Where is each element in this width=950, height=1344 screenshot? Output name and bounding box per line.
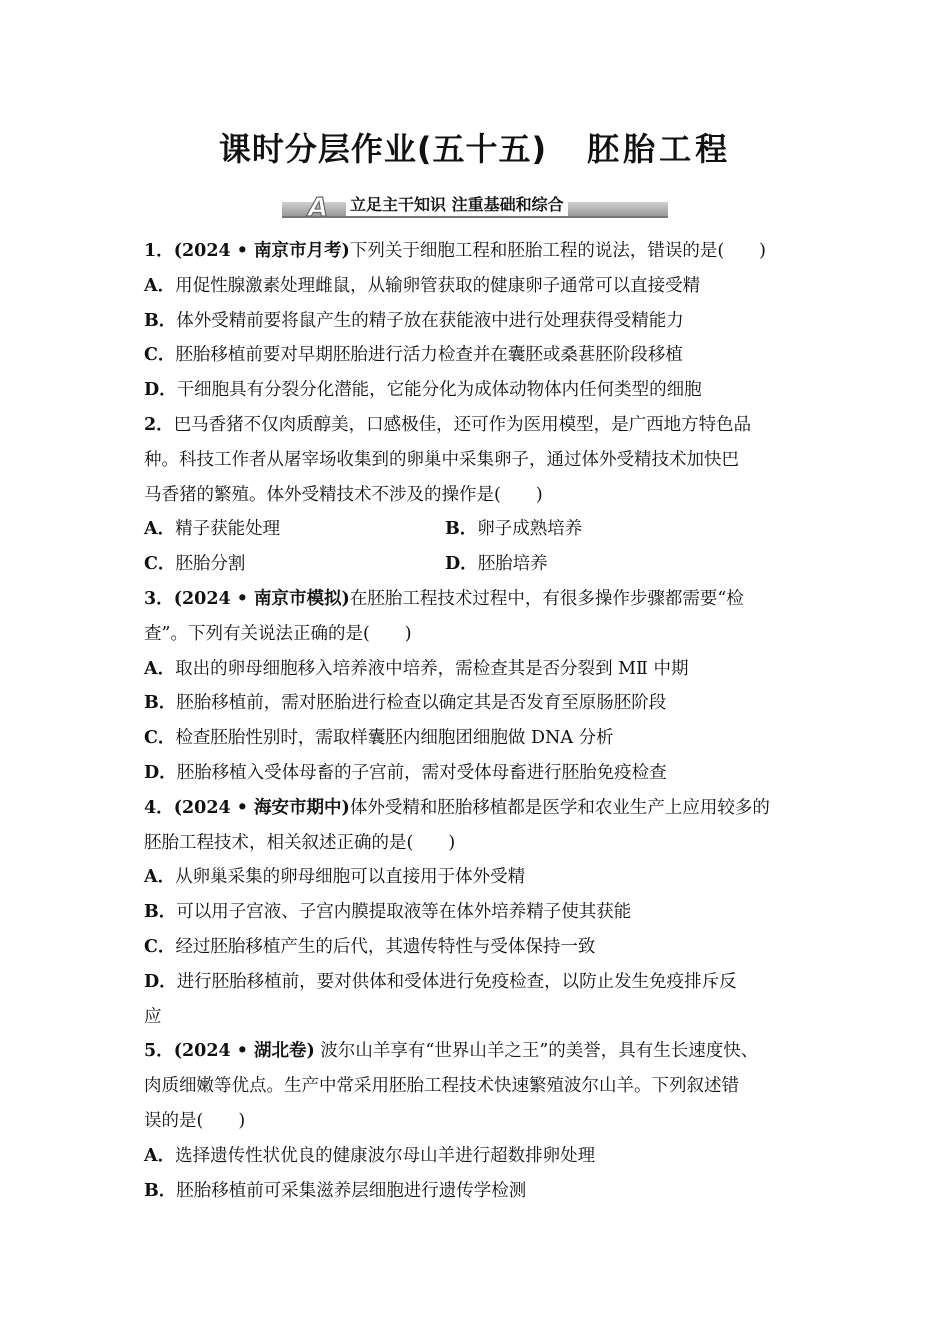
question-1-stem [144, 234, 806, 269]
question-4-option-b [144, 895, 806, 930]
question-2-option-c [144, 547, 445, 582]
question-text: 波尔山羊享有“世界山羊之王”的美誉，具有生长速度快、 [314, 1041, 759, 1062]
banner-label: 立足主干知识 注重基础和综合 [346, 194, 568, 216]
question-text: 体外受精和胚胎移植都是医学和农业生产上应用较多的 [349, 797, 770, 818]
option-text: 体外受精前要将鼠产生的精子放在获能液中进行处理获得受精能力 [176, 310, 684, 331]
question-1-option-c [144, 338, 806, 373]
question-number: 4． [144, 797, 174, 818]
option-letter: D． [445, 554, 478, 575]
option-letter: B． [445, 519, 478, 540]
question-4-option-d-continued: 应 [144, 1006, 162, 1027]
option-text: 选择遗传性状优良的健康波尔母山羊进行超数排卵处理 [175, 1145, 596, 1166]
question-3-option-a [144, 652, 806, 687]
option-letter: A． [144, 275, 176, 296]
question-1-option-b [144, 304, 806, 339]
question-number: 3． [144, 588, 174, 609]
question-5-option-a [144, 1139, 806, 1174]
option-text: 胚胎分割 [175, 554, 246, 575]
option-text: 卵子成熟培养 [477, 519, 583, 540]
option-text: 胚胎移植前要对早期胚胎进行活力检查并在囊胚或桑葚胚阶段移植 [175, 345, 683, 366]
section-banner [282, 192, 668, 222]
question-2-option-d [445, 547, 746, 582]
question-3-option-d [144, 756, 806, 791]
question-2-stem-line-3: 马香猪的繁殖。体外受精技术不涉及的操作是( ) [144, 484, 543, 505]
option-letter: C． [144, 345, 176, 366]
question-text: 巴马香猪不仅肉质醇美，口感极佳，还可作为医用模型，是广西地方特色品 [173, 414, 752, 435]
option-letter: D． [144, 380, 177, 401]
option-text: 用促性腺激素处理雌鼠，从输卵管获取的健康卵子通常可以直接受精 [175, 275, 701, 296]
option-text: 胚胎移植前，需对胚胎进行检查以确定其是否发育至原肠胚阶段 [176, 693, 667, 714]
question-4-option-a [144, 860, 806, 895]
question-2-options-row-1 [144, 512, 806, 547]
question-number: 1． [144, 241, 174, 261]
question-source: (2024 • 南京市模拟) [173, 588, 350, 609]
question-2-option-b [445, 512, 746, 547]
question-2-stem-line-2: 种。科技工作者从屠宰场收集到的卵巢中采集卵子，通过体外受精技术加快巴 [144, 449, 739, 470]
option-text: 胚胎移植前可采集滋养层细胞进行遗传学检测 [176, 1180, 527, 1201]
title-main: 课时分层作业(五十五) [218, 130, 548, 168]
option-letter: A． [144, 867, 176, 888]
option-text: 可以用子宫液、子宫内膜提取液等在体外培养精子使其获能 [176, 902, 632, 923]
question-3-stem-line-2: 查”。下列有关说法正确的是( ) [144, 623, 412, 644]
question-2-option-a [144, 512, 445, 547]
option-text: 经过胚胎移植产生的后代，其遗传特性与受体保持一致 [175, 936, 596, 957]
question-5-stem-line-3: 误的是( ) [144, 1110, 246, 1131]
question-4-option-c [144, 930, 806, 965]
option-letter: A． [144, 658, 176, 679]
question-3-stem-line-1 [144, 582, 806, 617]
badge-letter: A [308, 193, 329, 220]
question-number: 5． [144, 1041, 174, 1062]
option-text: 胚胎培养 [477, 554, 548, 575]
option-letter: B． [144, 310, 177, 331]
question-text: 在胚胎工程技术过程中，有很多操作步骤都需要“检 [349, 588, 744, 609]
option-letter: C． [144, 728, 176, 749]
option-letter: D． [144, 971, 177, 992]
option-text: 进行胚胎移植前，要对供体和受体进行免疫检查，以防止发生免疫排斥反 [176, 971, 737, 992]
question-2-options-row-2 [144, 547, 806, 582]
option-letter: B． [144, 693, 177, 714]
question-3-option-b [144, 686, 806, 721]
question-source: (2024 • 南京市月考) [173, 241, 350, 261]
question-3-option-c [144, 721, 806, 756]
question-number: 2． [144, 414, 174, 435]
page-title [0, 124, 950, 170]
option-text: 从卵巢采集的卵母细胞可以直接用于体外受精 [175, 867, 526, 888]
question-4-stem-line-1 [144, 791, 806, 826]
option-text: 胚胎移植入受体母畜的子宫前，需对受体母畜进行胚胎免疫检查 [176, 762, 667, 783]
option-text: 精子获能处理 [175, 519, 281, 540]
question-source: (2024 • 湖北卷) [173, 1041, 315, 1062]
option-letter: C． [144, 554, 176, 575]
title-sub: 胚胎工程 [587, 130, 732, 168]
option-letter: C． [144, 936, 176, 957]
question-1-option-a [144, 269, 806, 304]
option-text: 检查胚胎性别时，需取样囊胚内细胞团细胞做 DNA 分析 [175, 728, 614, 749]
question-5-stem-line-2: 肉质细嫩等优点。生产中常采用胚胎工程技术快速繁殖波尔山羊。下列叙述错 [144, 1076, 739, 1097]
option-text: 干细胞具有分裂分化潜能，它能分化为成体动物体内任何类型的细胞 [176, 380, 702, 401]
option-letter: A． [144, 519, 176, 540]
section-a-icon [306, 192, 336, 220]
option-letter: B． [144, 1180, 177, 1201]
option-letter: B． [144, 902, 177, 923]
question-5-stem-line-1 [144, 1034, 806, 1069]
option-letter: D． [144, 762, 177, 783]
question-4-option-d [144, 965, 806, 1000]
question-source: (2024 • 海安市期中) [173, 797, 350, 818]
question-text: 下列关于细胞工程和胚胎工程的说法，错误的是( ) [349, 241, 766, 261]
question-1-option-d [144, 373, 806, 408]
question-5-option-b [144, 1174, 806, 1209]
option-letter: A． [144, 1145, 176, 1166]
question-2-stem-line-1 [144, 408, 806, 443]
question-list [144, 234, 806, 1208]
question-4-stem-line-2: 胚胎工程技术，相关叙述正确的是( ) [144, 832, 456, 853]
option-text: 取出的卵母细胞移入培养液中培养，需检查其是否分裂到 MⅡ 中期 [175, 658, 689, 679]
